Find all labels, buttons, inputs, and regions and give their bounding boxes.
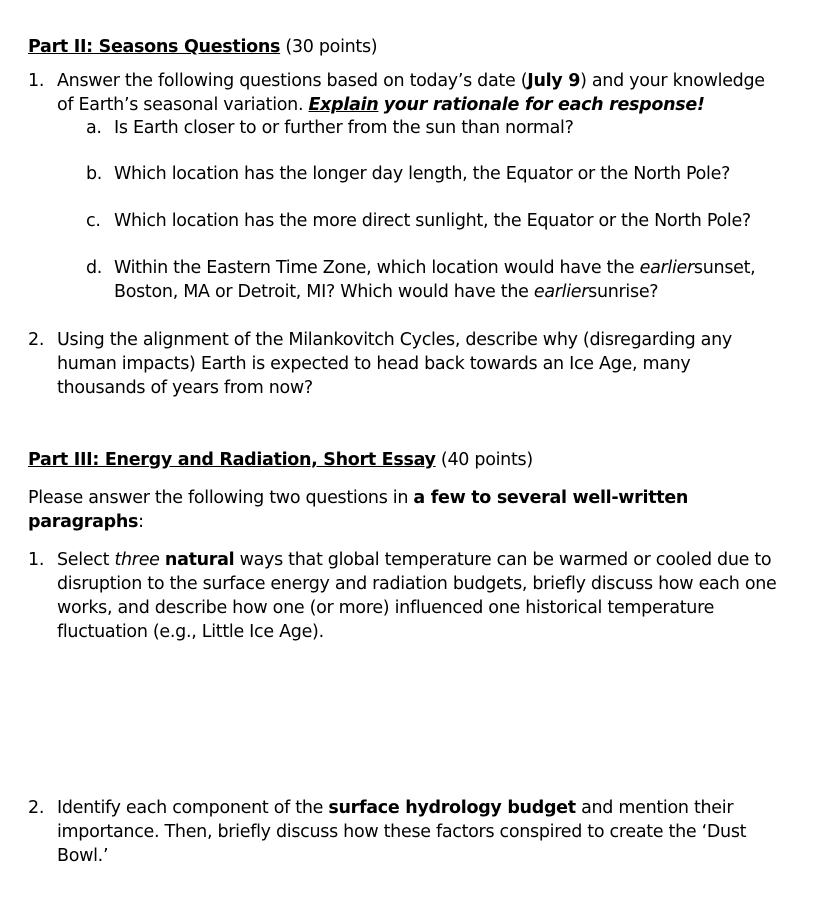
q1d-label: d. — [86, 258, 103, 278]
part3-q1-number: 1. — [28, 550, 45, 570]
part3-q2-number: 2. — [28, 798, 45, 818]
part3-intro — [28, 486, 798, 534]
intro-bold-2: paragraphs — [28, 512, 139, 532]
intro-colon: : — [138, 512, 144, 532]
p3q2-bold: surface hydrology budget — [328, 798, 576, 818]
q1b-text: Which location has the longer day length, the Equator or the North Pole? — [114, 164, 731, 184]
part2-title: Part II: Seasons Questions — [28, 37, 281, 57]
p3q1-line4: fluctuation (e.g., Little Ice Age). — [57, 622, 324, 642]
q1-text-c: of Earth’s seasonal variation. — [57, 95, 304, 115]
q1d-earlier-1: earlier — [639, 258, 694, 278]
q1d-text-b: sunset, — [693, 258, 756, 278]
q1c-text: Which location has the more direct sunlight, the Equator or the North Pole? — [114, 211, 751, 231]
p3q1-three: three — [114, 550, 160, 570]
intro-text: Please answer the following two questions in — [28, 488, 409, 508]
p3q1-line2: disruption to the surface energy and radiation budgets, briefly discuss how each one — [57, 574, 777, 594]
q1d-text-d: sunrise? — [588, 282, 659, 302]
part2-q1-number: 1. — [28, 71, 45, 91]
q1b-label: b. — [86, 164, 103, 184]
p3q2-text-b: and mention their — [581, 798, 734, 818]
q1d-text — [114, 256, 804, 304]
q1-text-a: Answer the following questions based on today’s date ( — [57, 71, 528, 91]
p3q2-line2: importance. Then, briefly discuss how these factors conspired to create the ‘Dust — [57, 822, 747, 842]
q1c-label: c. — [86, 211, 101, 231]
q1-explain: Explain — [308, 95, 379, 115]
q1-text-b: ) and your knowledge — [580, 71, 765, 91]
part3-q1-text — [57, 548, 802, 644]
q2-line1: Using the alignment of the Milankovitch Cycles, describe why (disregarding any — [57, 330, 732, 350]
part3-heading — [28, 448, 798, 472]
p3q1-line3: works, and describe how one (or more) influenced one historical temperature — [57, 598, 715, 618]
p3q2-line3: Bowl.’ — [57, 846, 109, 866]
part2-q2-text — [57, 328, 802, 400]
q2-line2: human impacts) Earth is expected to head back towards an Ice Age, many — [57, 354, 691, 374]
part2-q1-text — [57, 69, 802, 117]
part3-title: Part III: Energy and Radiation, Short Essay — [28, 450, 436, 470]
part2-q2-number: 2. — [28, 330, 45, 350]
part2-heading — [28, 35, 798, 59]
q1d-earlier-2: earlier — [533, 282, 589, 302]
q1a-text: Is Earth closer to or further from the sun than normal? — [114, 118, 574, 138]
q1d-text-c: Boston, MA or Detroit, MI? Which would have the — [114, 282, 529, 302]
p3q1-select: Select — [57, 550, 110, 570]
p3q1-natural: natural — [164, 550, 235, 570]
q2-line3: thousands of years from now? — [57, 378, 313, 398]
q1d-text-a: Within the Eastern Time Zone, which location would have the — [114, 258, 635, 278]
q1-date: July 9 — [527, 71, 581, 91]
q1-rationale: your rationale for each response! — [383, 95, 705, 115]
intro-bold-1: a few to several well-written — [413, 488, 689, 508]
part3-points: (40 points) — [440, 450, 533, 470]
q1a-label: a. — [86, 118, 102, 138]
part3-q2-text — [57, 796, 802, 868]
p3q1-line1-rest: ways that global temperature can be warmed or cooled due to — [239, 550, 772, 570]
p3q2-text-a: Identify each component of the — [57, 798, 324, 818]
part2-points: (30 points) — [285, 37, 378, 57]
